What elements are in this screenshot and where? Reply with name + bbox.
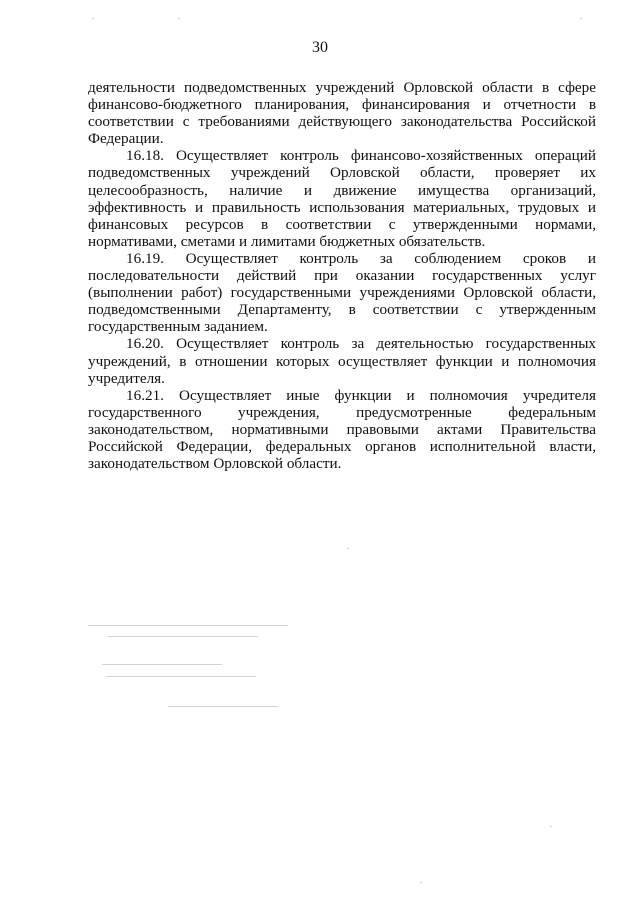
scan-dust (92, 18, 94, 19)
paragraph-16-18: 16.18. Осуществляет контроль финансово-хозяйственных операций подведомственных учреждений Орловской области, проверяет их целесообразность, наличие и движение имущества организаций, эффективность и правильность использования материальных, трудовых и финансовых ресурсов в соответствии с утвержденными нормами, нормативами, сметами и лимитами бюджетных обязательств. (88, 147, 596, 250)
page-number: 30 (312, 39, 328, 56)
scan-dust (580, 18, 582, 19)
scan-dust (178, 18, 180, 19)
scan-artifact (88, 620, 318, 720)
document-body (88, 79, 596, 472)
scan-dust (550, 826, 552, 827)
scan-dust (420, 882, 422, 883)
paragraph-continuation: деятельности подведомственных учреждений Орловской области в сфере финансово-бюджетного планирования, финансирования и отчетности в соответствии с требованиями действующего законодательства Российской Федерации. (88, 79, 596, 148)
paragraph-16-20: 16.20. Осуществляет контроль за деятельностью государственных учреждений, в отношении которых осуществляет функции и полномочия учредителя. (88, 335, 596, 387)
paragraph-16-19: 16.19. Осуществляет контроль за соблюдением сроков и последовательности действий при оказании государственных услуг (выполнении работ) государственными учреждениями Орловской области, подведомственными Департаменту, в соответствии с утвержденным государственным заданием. (88, 249, 596, 336)
scan-dust (347, 548, 349, 549)
paragraph-16-21: 16.21. Осуществляет иные функции и полномочия учредителя государственного учреждения, предусмотренные федеральным законодательством, нормативными правовыми актами Правительства Российской Федерации, федеральных органов исполнительной власти, законодательством Орловской области. (88, 386, 596, 473)
